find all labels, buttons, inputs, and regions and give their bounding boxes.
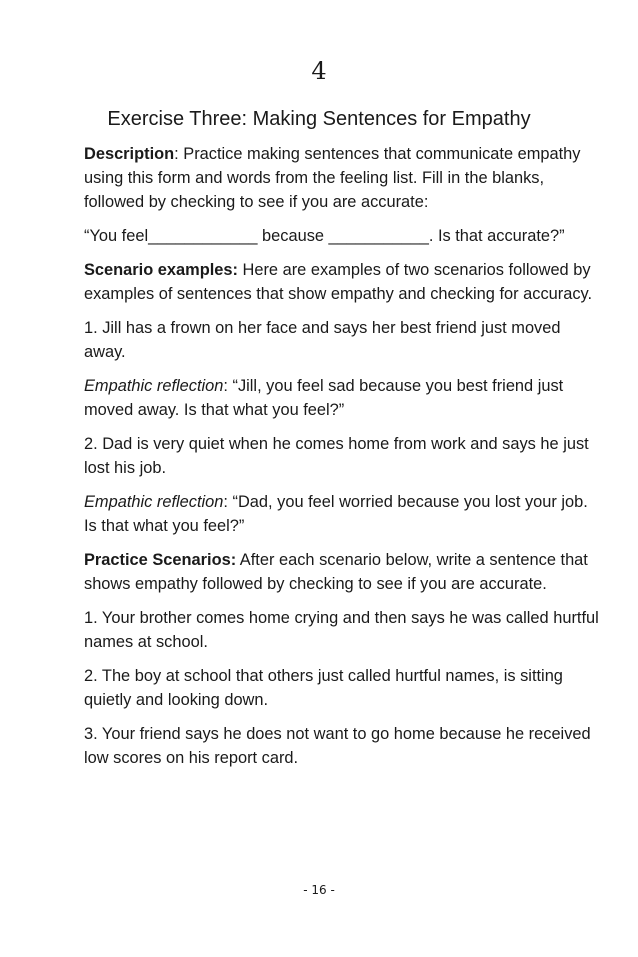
example-scenario-1: 1. Jill has a frown on her face and says her best friend just moved away. <box>84 319 561 361</box>
reflection-label: Empathic reflection <box>84 377 224 395</box>
reflection-label: Empathic reflection <box>84 493 224 511</box>
scenario-examples-paragraph <box>84 258 604 306</box>
reflection-text: : “Jill, you feel sad because you best friend just moved away. Is that what you feel?” <box>84 377 564 419</box>
practice-item-3: 3. Your friend says he does not want to go home because he received low scores on his report card. <box>84 725 591 767</box>
scenario-examples-text: Here are examples of two scenarios followed by examples of sentences that show empathy and checking for accuracy. <box>84 261 593 303</box>
practice-text: After each scenario below, write a sentence that shows empathy followed by checking to see if you are accurate. <box>84 551 588 593</box>
practice-item-2: 2. The boy at school that others just called hurtful names, is sitting quietly and looking down. <box>84 667 563 709</box>
page-number: - 16 - <box>303 883 335 897</box>
chapter-number: 4 <box>311 57 327 85</box>
body-text <box>84 142 604 780</box>
description-text: : Practice making sentences that communicate empathy using this form and words from the feeling list. Fill in the blanks, followed by checking to see if you are accurate: <box>84 145 581 211</box>
form-sentence: “You feel____________ because ___________. Is that accurate?” <box>84 227 565 245</box>
practice-paragraph <box>84 548 604 596</box>
example-scenario-2: 2. Dad is very quiet when he comes home from work and says he just lost his job. <box>84 435 589 477</box>
reflection-text: : “Dad, you feel worried because you lost your job. Is that what you feel?” <box>84 493 588 535</box>
example-reflection-1 <box>84 374 604 422</box>
description-paragraph <box>84 142 604 214</box>
example-reflection-2 <box>84 490 604 538</box>
practice-item-1: 1. Your brother comes home crying and then says he was called hurtful names at school. <box>84 609 599 651</box>
exercise-title: Exercise Three: Making Sentences for Empathy <box>107 108 531 130</box>
description-label: Description <box>84 145 175 163</box>
practice-label: Practice Scenarios: <box>84 551 237 569</box>
scenario-examples-label: Scenario examples: <box>84 261 238 279</box>
